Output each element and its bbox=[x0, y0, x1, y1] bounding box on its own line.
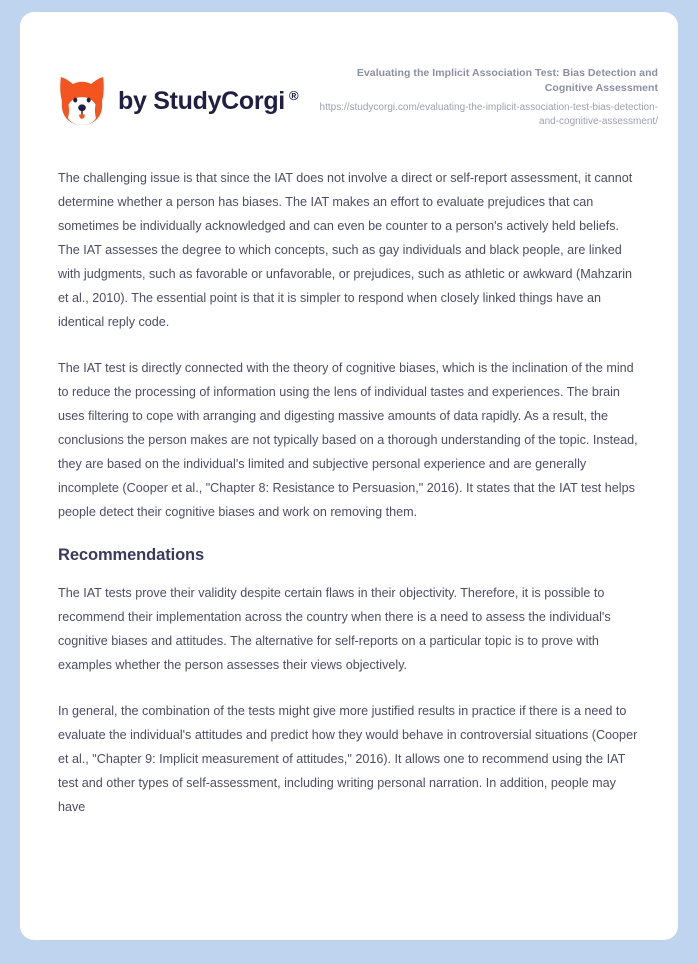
paragraph: In general, the combination of the tests might give more justified results in practice if there is a need to evaluate the individual's attitudes and predict how they would behave in controversial situations (Cooper et al., "Chapter 9: Implicit measurement of attitudes," 2016). It allows one to recommend using the IAT test and other types of self-assessment, including writing personal narration. In addition, people may have bbox=[58, 703, 638, 814]
registered-trademark-icon: ® bbox=[288, 87, 299, 103]
document-body bbox=[20, 130, 678, 819]
paragraph: The IAT tests prove their validity despite certain flaws in their objectivity. Therefore, it is possible to recommend their implementation across the country when there is a need to assess the individual's cognitive biases and attitudes. The alternative for self-reports on a particular topic is to prove with examples whether the person assesses their views objectively. bbox=[58, 585, 611, 672]
document-meta bbox=[318, 64, 658, 130]
brand-name-text bbox=[118, 87, 298, 116]
paragraph: The IAT test is directly connected with the theory of cognitive biases, which is the inclination of the mind to reduce the processing of information using the lens of individual tastes and experiences. The brain uses filtering to cope with arranging and digesting massive amounts of data rapidly. As a result, the conclusions the person makes are not typically based on a thorough understanding of the topic. Instead, they are based on the individual's limited and subjective personal experience and are generally incomplete (Cooper et al., "Chapter 8: Resistance to Persuasion," 2016). It states that the IAT test helps people detect their cognitive biases and work on removing them. bbox=[58, 360, 638, 519]
corgi-logo-icon bbox=[58, 74, 106, 128]
document-source-url[interactable]: https://studycorgi.com/evaluating-the-implicit-association-test-bias-detection-and-cognitive-assessment/ bbox=[319, 101, 658, 128]
section-heading-recommendations: Recommendations bbox=[58, 545, 205, 564]
document-header bbox=[20, 12, 678, 130]
brand-name-label: by StudyCorgi bbox=[118, 86, 285, 115]
paragraph: The challenging issue is that since the IAT does not involve a direct or self-report assessment, it cannot determine whether a person has biases. The IAT makes an effort to evaluate prejudices that can sometimes be individually acknowledged and can even be counter to a person's actively held beliefs. The IAT assesses the degree to which concepts, such as gay individuals and black people, are linked with judgments, such as favorable or unfavorable, or prejudices, such as athletic or awkward (Mahzarin et al., 2010). The essential point is that it is simpler to respond when closely linked things have an identical reply code. bbox=[58, 170, 633, 329]
brand-logo-group[interactable] bbox=[58, 64, 298, 128]
document-page-card bbox=[20, 12, 678, 940]
document-title: Evaluating the Implicit Association Test: Bias Detection and Cognitive Assessment bbox=[356, 67, 658, 94]
